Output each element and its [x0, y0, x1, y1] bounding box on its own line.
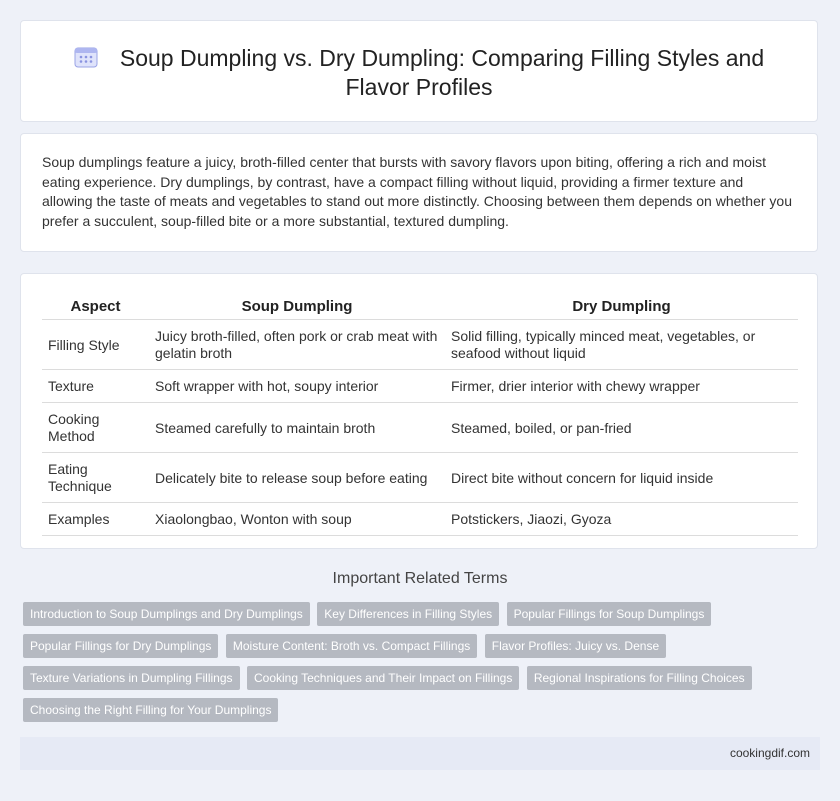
related-tag[interactable]: Choosing the Right Filling for Your Dumplings: [23, 698, 278, 722]
table-cell: Examples: [42, 503, 149, 536]
table-cell: Eating Technique: [42, 453, 149, 503]
table-cell: Delicately bite to release soup before eating: [149, 453, 445, 503]
table-row: [42, 320, 798, 370]
table-row: [42, 370, 798, 403]
comparison-card: [20, 273, 818, 549]
table-cell: Potstickers, Jiaozi, Gyoza: [445, 503, 798, 536]
table-cell: Firmer, drier interior with chewy wrapper: [445, 370, 798, 403]
footer: [20, 737, 820, 770]
table-row: [42, 453, 798, 503]
table-cell: Xiaolongbao, Wonton with soup: [149, 503, 445, 536]
related-terms-list: [23, 602, 803, 730]
table-cell: Texture: [42, 370, 149, 403]
related-tag[interactable]: Introduction to Soup Dumplings and Dry Dumplings: [23, 602, 310, 626]
page-title: Soup Dumpling vs. Dry Dumpling: Comparing Filling Styles and Flavor Profiles: [119, 45, 765, 100]
comparison-table: [42, 293, 798, 536]
table-cell: Direct bite without concern for liquid inside: [445, 453, 798, 503]
related-tag[interactable]: Popular Fillings for Soup Dumplings: [507, 602, 712, 626]
table-row: [42, 503, 798, 536]
related-tag[interactable]: Cooking Techniques and Their Impact on Fillings: [247, 666, 519, 690]
related-tag[interactable]: Popular Fillings for Dry Dumplings: [23, 634, 218, 658]
table-cell: Filling Style: [42, 320, 149, 370]
table-header-row: [42, 293, 798, 320]
header-dry-dumpling: Dry Dumpling: [445, 293, 798, 320]
table-cell: Steamed, boiled, or pan-fried: [445, 403, 798, 453]
header-card: [20, 20, 818, 122]
calendar-icon: [74, 46, 100, 68]
related-tag[interactable]: Texture Variations in Dumpling Fillings: [23, 666, 240, 690]
intro-card: [20, 133, 818, 252]
footer-site-link[interactable]: cookingdif.com: [729, 746, 810, 760]
related-terms-heading: Important Related Terms: [332, 570, 508, 587]
header-aspect: Aspect: [42, 293, 149, 320]
table-row: [42, 403, 798, 453]
header-soup-dumpling: Soup Dumpling: [149, 293, 445, 320]
table-cell: Juicy broth-filled, often pork or crab meat with gelatin broth: [149, 320, 445, 370]
table-cell: Solid filling, typically minced meat, vegetables, or seafood without liquid: [445, 320, 798, 370]
related-tag[interactable]: Regional Inspirations for Filling Choices: [527, 666, 752, 690]
related-tag[interactable]: Key Differences in Filling Styles: [317, 602, 499, 626]
table-cell: Cooking Method: [42, 403, 149, 453]
related-tag[interactable]: Moisture Content: Broth vs. Compact Fillings: [226, 634, 477, 658]
intro-paragraph: Soup dumplings feature a juicy, broth-filled center that bursts with savory flavors upon biting, offering a rich and moist eating experience. Dry dumplings, by contrast, have a compact filling without liquid, providing a firmer texture and allowing the taste of meats and vegetables to stand out more distinctly. Choosing between them depends on whether you prefer a succulent, soup-filled bite or a more substantial, textured dumpling.: [42, 154, 792, 229]
table-cell: Soft wrapper with hot, soupy interior: [149, 370, 445, 403]
table-cell: Steamed carefully to maintain broth: [149, 403, 445, 453]
page-title-wrap: [61, 44, 777, 102]
related-tag[interactable]: Flavor Profiles: Juicy vs. Dense: [485, 634, 666, 658]
